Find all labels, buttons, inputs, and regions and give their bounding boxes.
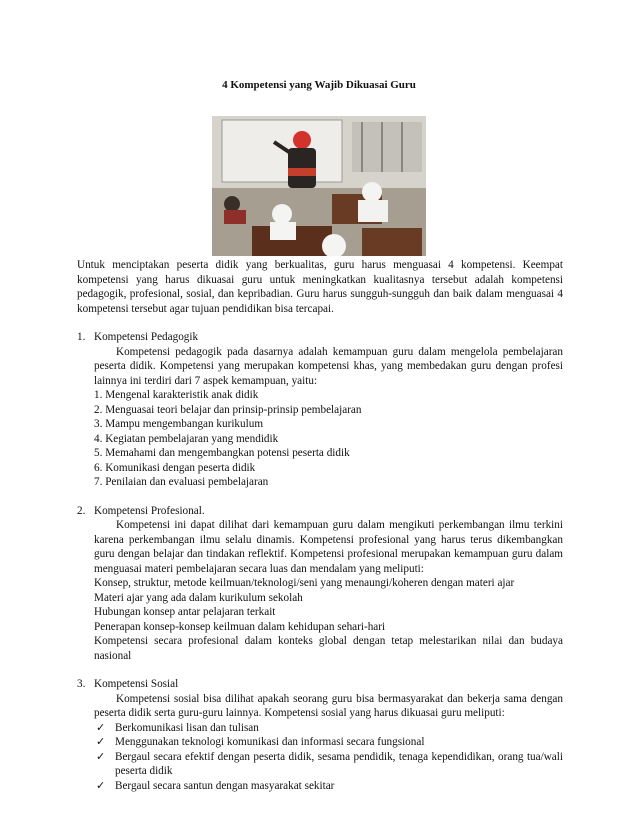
list-item: Kompetensi secara profesional dalam konteks global dengan tetap melestarikan nilai dan budaya nasional	[94, 635, 563, 662]
checklist-item	[94, 735, 563, 750]
checklist-item-text: Menggunakan teknologi komunikasi dan informasi secara fungsional	[115, 736, 425, 748]
section-number: 2.	[77, 504, 86, 517]
list-item: Hubungan konsep antar pelajaran terkait	[94, 606, 276, 618]
aspect-list	[77, 388, 563, 490]
checklist-item-text: Bergaul secara santun dengan masyarakat sekitar	[115, 779, 335, 792]
checklist-item	[94, 721, 563, 736]
document-title: 4 Kompetensi yang Wajib Dikuasai Guru	[222, 79, 416, 91]
list-item: 4. Kegiatan pembelajaran yang mendidik	[94, 432, 279, 445]
list-item: Materi ajar yang ada dalam kurikulum sekolah	[94, 591, 303, 604]
list-item: 7. Penilaian dan evaluasi pembelajaran	[94, 476, 269, 488]
list-item: Penerapan konsep-konsep keilmuan dalam kehidupan sehari-hari	[94, 620, 386, 633]
checklist-item	[94, 779, 563, 794]
list-item: 5. Memahami dan mengembangkan potensi peserta didik	[94, 447, 350, 459]
document-body	[77, 258, 563, 793]
section-paragraph-text: Kompetensi pedagogik pada dasarnya adalah kemampuan guru dalam mengelola pembelajaran peserta didik. Kompetensi yang merupakan kompetensi khas, yang membedakan guru dengan profesi lainnya ini terdiri dari 7 aspek kemampuan, yaitu:	[94, 345, 563, 387]
list-item: 1. Mengenal karakteristik anak didik	[94, 389, 259, 401]
list-item: 2. Menguasai teori belajar dan prinsip-prinsip pembelajaran	[94, 403, 362, 416]
check-icon: ✓	[96, 750, 106, 763]
checklist-item-text: Bergaul secara efektif dengan peserta didik, sesama pendidik, tenaga kependidikan, orang tua/wali peserta didik	[115, 750, 563, 777]
checklist-item-text: Berkomunikasi lisan dan tulisan	[115, 721, 259, 734]
section-title: Kompetensi Sosial	[94, 678, 179, 690]
section-pedagogik	[77, 330, 563, 490]
classroom-photo	[212, 116, 426, 256]
material-list	[77, 576, 563, 663]
list-item: 6. Komunikasi dengan peserta didik	[94, 461, 256, 474]
check-icon: ✓	[96, 721, 106, 734]
checklist-item	[94, 750, 563, 779]
classroom-photo-icon	[212, 116, 426, 256]
section-profesional	[77, 504, 563, 664]
section-number: 3.	[77, 678, 86, 690]
intro-paragraph: Untuk menciptakan peserta didik yang berkualitas, guru harus menguasai 4 kompetensi. Keempat kompetensi yang harus dikuasai guru untuk meningkatkan kualitasnya tersebut adalah kompetensi pedagogik, profesional, sosial, dan kepribadian. Guru harus sungguh-sungguh dan baik dalam menguasai 4 kompetensi tersebut agar tujuan pendidikan bisa tercapai.	[77, 259, 563, 315]
section-heading	[77, 504, 563, 519]
checklist	[77, 721, 563, 794]
list-item: 3. Mampu mengembangan kurikulum	[94, 418, 264, 430]
section-title: Kompetensi Pedagogik	[94, 331, 199, 343]
section-paragraph	[77, 518, 563, 576]
list-item: Konsep, struktur, metode keilmuan/teknologi/seni yang menaungi/koheren dengan materi ajar	[94, 577, 515, 589]
section-number: 1.	[77, 331, 86, 343]
section-paragraph-text: Kompetensi sosial bisa dilihat apakah seorang guru bisa bermasyarakat dan bekerja sama dengan peserta didik serta guru-guru lainnya. Kompetensi sosial yang harus dikuasai guru meliputi:	[94, 692, 563, 719]
section-title: Kompetensi Profesional.	[94, 504, 205, 517]
section-heading	[77, 330, 563, 345]
check-icon: ✓	[96, 736, 106, 748]
section-heading	[77, 677, 563, 692]
section-paragraph	[77, 345, 563, 389]
section-sosial	[77, 677, 563, 793]
check-icon: ✓	[96, 779, 106, 792]
section-paragraph	[77, 692, 563, 721]
section-paragraph-text: Kompetensi ini dapat dilihat dari kemampuan guru dalam mengikuti perkembangan ilmu terkini karena perkembangan ilmu selalu dinamis. Kompetensi profesional yang harus terus dikembangkan guru dengan belajar dan tindakan reflektif. Kompetensi profesional merupakan kemampuan guru dalam menguasai materi pembelajaran secara luas dan mendalam yang meliputi:	[94, 519, 563, 575]
